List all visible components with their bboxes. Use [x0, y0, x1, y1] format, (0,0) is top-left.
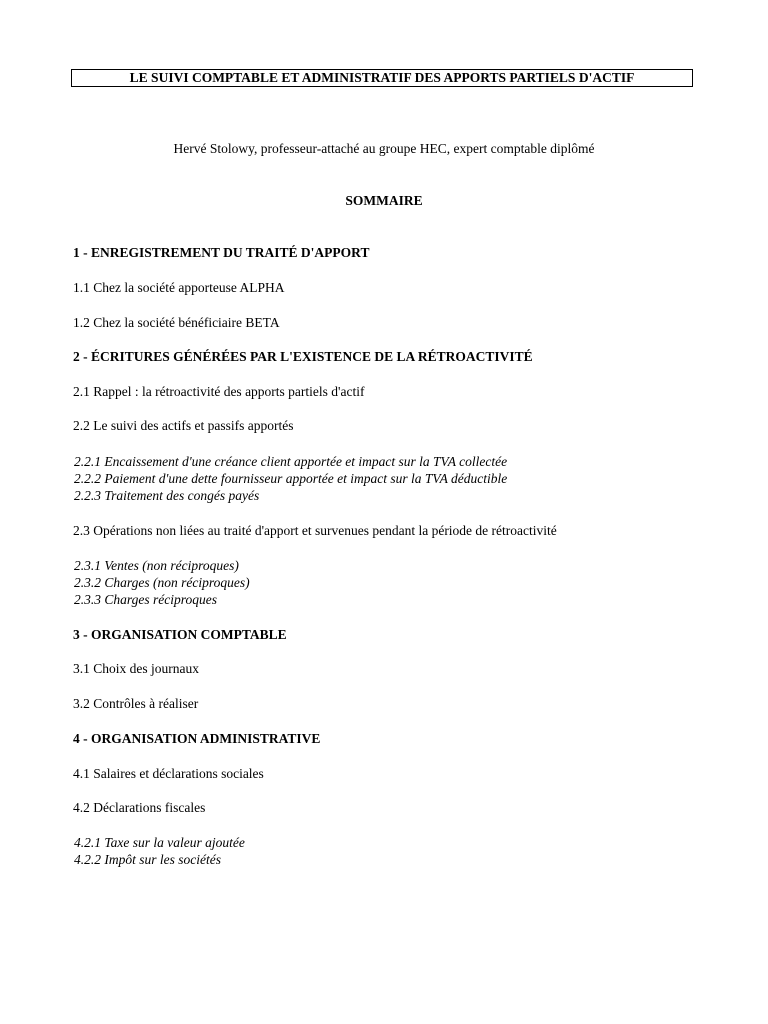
toc-item-2-3-3: 2.3.3 Charges réciproques	[74, 592, 217, 607]
toc-item-4-1: 4.1 Salaires et déclarations sociales	[73, 766, 264, 781]
toc-item-1-1: 1.1 Chez la société apporteuse ALPHA	[73, 280, 285, 295]
toc-item-2-1: 2.1 Rappel : la rétroactivité des apports partiels d'actif	[73, 384, 365, 399]
document-title: LE SUIVI COMPTABLE ET ADMINISTRATIF DES APPORTS PARTIELS D'ACTIF	[71, 69, 693, 87]
toc-section-2: 2 - ÉCRITURES GÉNÉRÉES PAR L'EXISTENCE DE LA RÉTROACTIVITÉ	[73, 349, 533, 364]
toc-item-2-2-1: 2.2.1 Encaissement d'une créance client apportée et impact sur la TVA collectée	[74, 454, 508, 469]
toc-item-4-2-1: 4.2.1 Taxe sur la valeur ajoutée	[74, 835, 245, 850]
toc-item-3-2: 3.2 Contrôles à réaliser	[73, 696, 199, 711]
sommaire-heading: SOMMAIRE	[345, 193, 423, 208]
toc-item-4-2: 4.2 Déclarations fiscales	[73, 800, 206, 815]
toc-item-2-2-3: 2.2.3 Traitement des congés payés	[74, 488, 260, 503]
toc-item-4-2-2: 4.2.2 Impôt sur les sociétés	[74, 852, 221, 867]
toc-item-2-2-2: 2.2.2 Paiement d'une dette fournisseur apportée et impact sur la TVA déductible	[74, 471, 508, 486]
toc-section-3: 3 - ORGANISATION COMPTABLE	[73, 627, 287, 642]
author-line: Hervé Stolowy, professeur-attaché au groupe HEC, expert comptable diplômé	[173, 141, 595, 156]
toc-item-2-3: 2.3 Opérations non liées au traité d'apport et survenues pendant la période de rétroactivité	[73, 523, 557, 538]
toc-item-1-2: 1.2 Chez la société bénéficiaire BETA	[73, 315, 280, 330]
toc-item-2-3-1: 2.3.1 Ventes (non réciproques)	[74, 558, 239, 573]
toc-section-1: 1 - ENREGISTREMENT DU TRAITÉ D'APPORT	[73, 245, 370, 260]
toc-item-2-2: 2.2 Le suivi des actifs et passifs apportés	[73, 418, 294, 433]
toc-item-3-1: 3.1 Choix des journaux	[73, 661, 199, 676]
toc-section-4: 4 - ORGANISATION ADMINISTRATIVE	[73, 731, 321, 746]
toc-item-2-3-2: 2.3.2 Charges (non réciproques)	[74, 575, 250, 590]
